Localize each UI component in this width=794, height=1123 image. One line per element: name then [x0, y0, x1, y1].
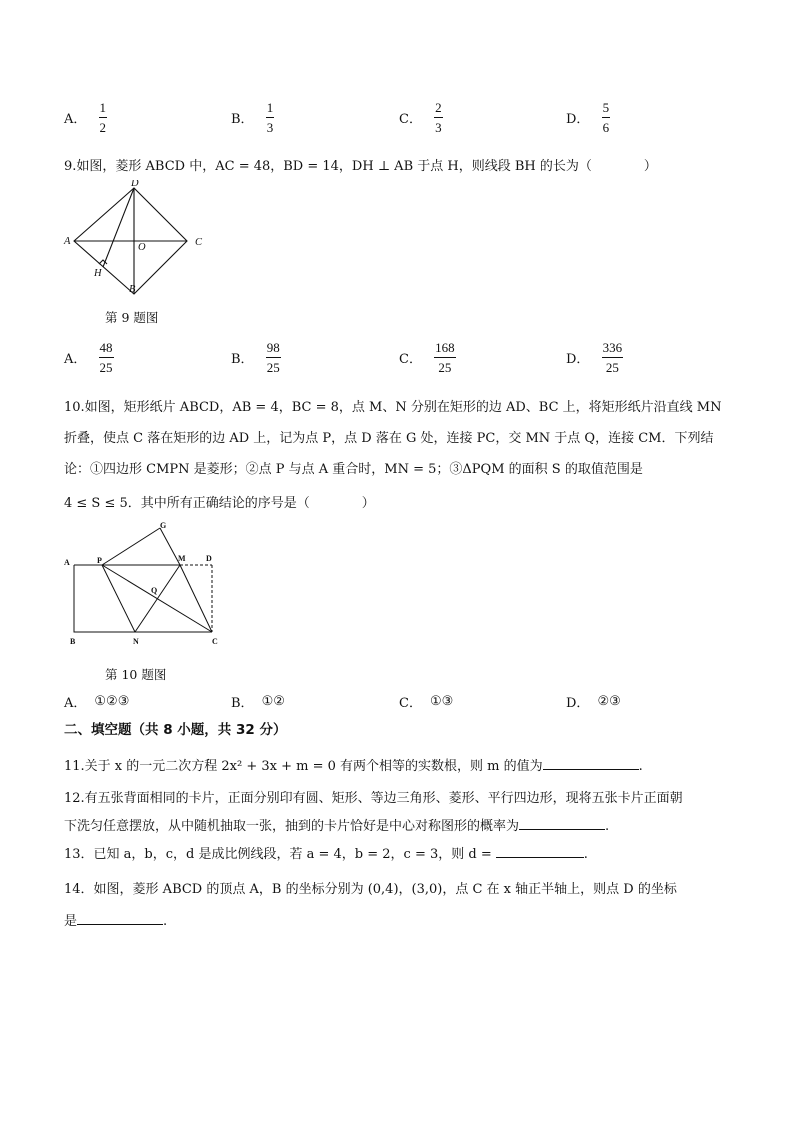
q9-option-a[interactable] — [64, 340, 114, 375]
option-text: ①③ — [429, 694, 454, 709]
q12-end: . — [605, 819, 610, 834]
q10-option-d[interactable] — [566, 692, 621, 711]
q13-text: 13．已知 a，b，c，d 是成比例线段，若 a = 4，b = 2，c = 3，则 d = — [64, 847, 492, 862]
q14-line-2 — [64, 910, 167, 929]
fraction: $\frac{2}{3}$ — [435, 100, 442, 135]
q9-option-c[interactable] — [399, 340, 456, 375]
option-label: C． — [399, 352, 422, 367]
option-label: A． — [64, 352, 87, 367]
fraction: $\frac{168}{25}$ — [435, 340, 455, 375]
q12-line-2 — [64, 815, 609, 834]
label-n: N — [133, 637, 139, 646]
label-o: O — [138, 242, 146, 253]
q13 — [64, 843, 588, 862]
option-label: D． — [566, 352, 590, 367]
rectangle-left-bottom — [74, 565, 212, 632]
label-c: C — [195, 237, 203, 248]
fraction: $\frac{1}{2}$ — [99, 100, 107, 135]
label-c: C — [212, 637, 218, 646]
q10-line-3: 论：①四边形 CMPN 是菱形；②点 P 与点 A 重合时，MN = 5；③ΔPQM 的面积 S 的取值范围是 — [64, 462, 643, 477]
q11 — [64, 755, 643, 774]
q8-option-b[interactable] — [231, 100, 274, 135]
q12-text: 下洗匀任意摆放，从中随机抽取一张，抽到的卡片恰好是中心对称图形的概率为 — [64, 819, 520, 834]
option-label: D． — [566, 112, 590, 127]
label-b: B — [70, 637, 76, 646]
q9-figure — [62, 180, 222, 300]
label-a: A — [64, 236, 71, 247]
fraction: $\frac{336}{25}$ — [602, 340, 623, 375]
q9-stem: 9.如图，菱形 ABCD 中，AC = 48，BD = 14，DH ⊥ AB 于点 H，则线段 BH 的长为（ ） — [64, 159, 657, 174]
q12-line-1: 12.有五张背面相同的卡片，正面分别印有圆、矩形、等边三角形、菱形、平行四边形，现将五张卡片正面朝 — [64, 791, 683, 806]
segment-dh — [103, 188, 134, 267]
fraction: $\frac{1}{3}$ — [266, 100, 274, 135]
option-label: D． — [566, 696, 590, 711]
option-label: B． — [231, 352, 254, 367]
option-label: A． — [64, 696, 87, 711]
q10-line-1: 10.如图，矩形纸片 ABCD，AB = 4，BC = 8，点 M、N 分别在矩形的边 AD、BC 上，将矩形纸片沿直线 MN — [64, 400, 722, 415]
option-label: C． — [399, 696, 422, 711]
q11-answer-blank[interactable] — [543, 757, 639, 770]
label-h: H — [94, 268, 102, 279]
section-heading: 二、填空题（共 8 小题，共 32 分） — [64, 722, 287, 738]
label-b: B — [129, 284, 136, 295]
option-label: B． — [231, 112, 254, 127]
label-a: A — [64, 558, 70, 567]
option-label: C． — [399, 112, 422, 127]
fraction: $\frac{5}{6}$ — [602, 100, 610, 135]
fraction: $\frac{98}{25}$ — [266, 340, 280, 375]
q8-option-a[interactable] — [64, 100, 107, 135]
q9-caption: 第 9 题图 — [105, 310, 159, 325]
q14-end: . — [163, 914, 168, 929]
q11-end: . — [638, 759, 643, 774]
q13-end: . — [583, 847, 588, 862]
q9-option-b[interactable] — [231, 340, 281, 375]
q12-answer-blank[interactable] — [519, 817, 605, 830]
q14-answer-blank[interactable] — [77, 912, 163, 925]
label-p: P — [97, 556, 102, 565]
q10-option-a[interactable] — [64, 692, 129, 711]
option-text: ①②③ — [94, 694, 130, 709]
option-text: ②③ — [597, 694, 621, 709]
fraction: $\frac{48}{25}$ — [99, 340, 113, 375]
label-m: M — [178, 554, 186, 563]
label-d: D — [131, 180, 139, 189]
segment-pg — [102, 528, 160, 565]
segment-mn — [135, 565, 180, 632]
segment-gm — [160, 528, 180, 565]
q10-line-2: 折叠，使点 C 落在矩形的边 AD 上，记为点 P，点 D 落在 G 处，连接 PC，交 MN 于点 Q，连接 CM．下列结 — [64, 431, 714, 446]
option-label: A． — [64, 112, 87, 127]
q11-text: 11.关于 x 的一元二次方程 2x² + 3x + m = 0 有两个相等的实数根，则 m 的值为 — [64, 759, 543, 774]
label-g: G — [160, 522, 167, 530]
option-text: ①② — [261, 694, 285, 709]
q8-option-c[interactable] — [399, 100, 443, 135]
label-q: Q — [151, 586, 158, 595]
q13-answer-blank[interactable] — [496, 845, 584, 858]
q14-line-1: 14．如图，菱形 ABCD 的顶点 A，B 的坐标分别为 (0,4)，(3,0)，点 C 在 x 轴正半轴上，则点 D 的坐标 — [64, 882, 677, 897]
option-label: B． — [231, 696, 254, 711]
q10-figure — [62, 522, 227, 650]
q10-option-c[interactable] — [399, 692, 453, 711]
label-d: D — [206, 554, 212, 563]
q10-caption: 第 10 题图 — [105, 667, 167, 682]
q10-option-b[interactable] — [231, 692, 285, 711]
q14-text: 是 — [64, 914, 78, 929]
q9-option-d[interactable] — [566, 340, 623, 375]
q10-line-4: 4 ≤ S ≤ 5．其中所有正确结论的序号是（ ） — [64, 496, 375, 511]
q8-option-d[interactable] — [566, 100, 610, 135]
